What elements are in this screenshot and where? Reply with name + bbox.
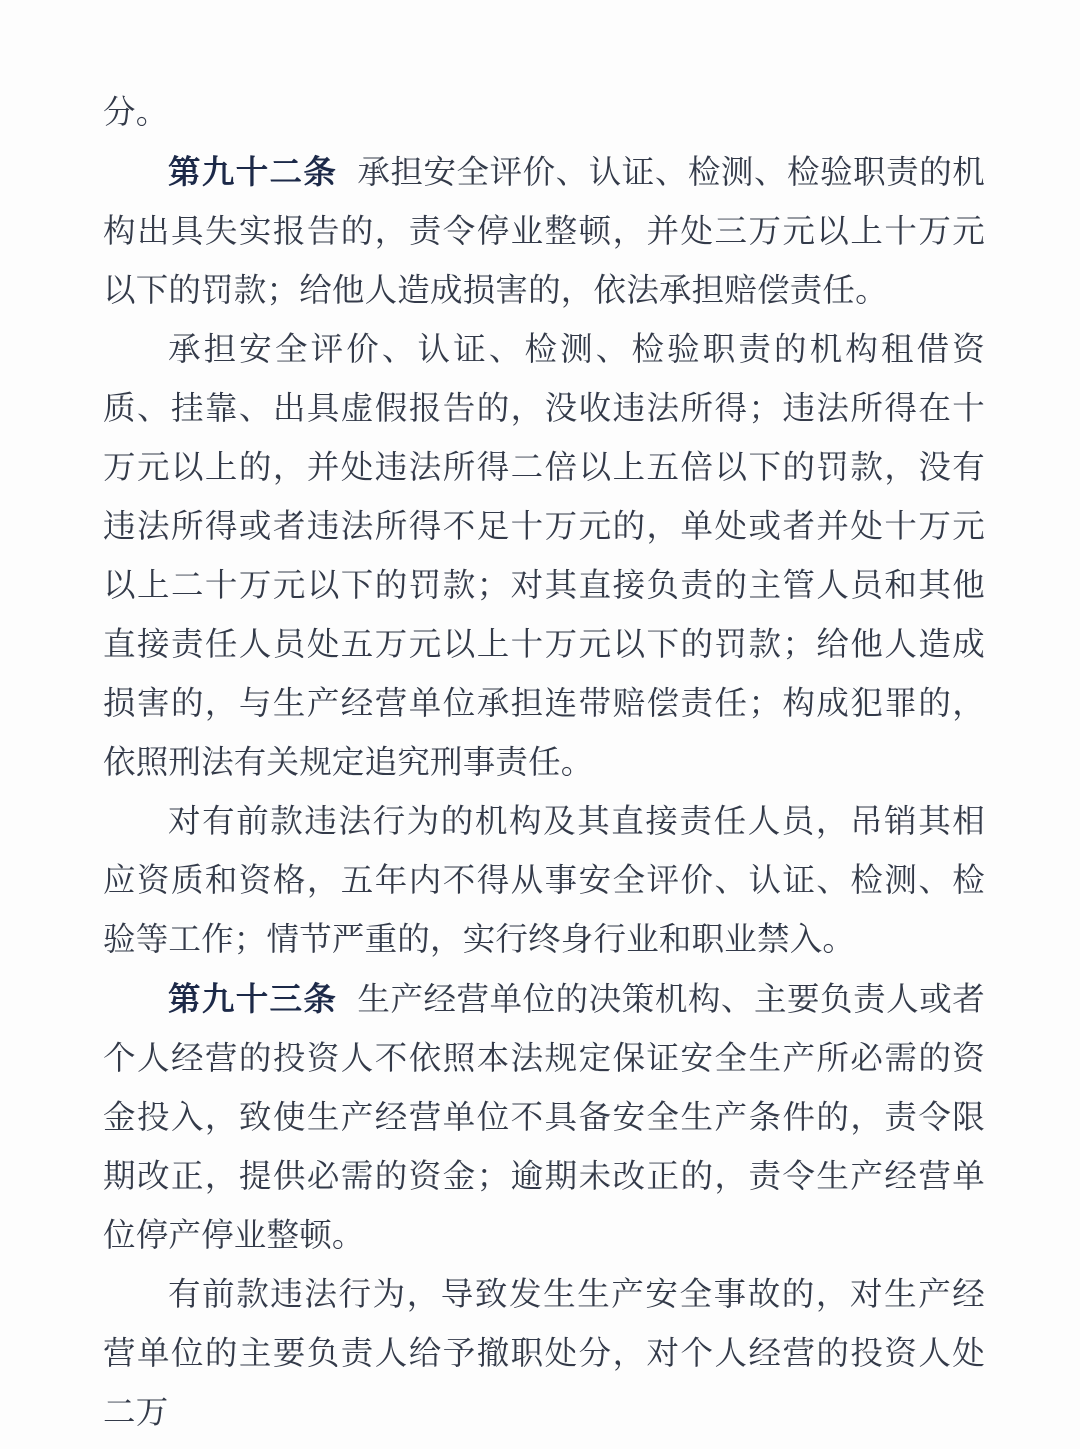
paragraph-text: 承担安全评价、认证、检测、检验职责的机构租借资质、挂靠、出具虚假报告的，没收违法所得；违法所得在十万元以上的，并处违法所得二倍以上五倍以下的罚款，没有违法所得或者违法所得不足十万元的，单处或者并处十万元以上二十万元以下的罚款；对其直接负责的主管人员和其他直接责任人员处五万元以上十万元以下的罚款；给他人造成损害的，与生产经营单位承担连带赔偿责任；构成犯罪的，依照刑法有关规定追究刑事责任。	[103, 332, 985, 781]
paragraph	[103, 84, 985, 143]
paragraph-text: 分。	[103, 95, 169, 131]
document-body	[103, 84, 985, 1443]
article-paragraph	[103, 970, 985, 1266]
article-number: 第九十三条	[168, 981, 338, 1017]
paragraph	[103, 793, 985, 970]
paragraph-text: 有前款违法行为，导致发生生产安全事故的，对生产经营单位的主要负责人给予撤职处分，对个人经营的投资人处二万	[103, 1277, 985, 1431]
article-paragraph	[103, 143, 985, 321]
paragraph	[103, 321, 985, 793]
paragraph	[103, 1266, 985, 1443]
paragraph-text: 生产经营单位的决策机构、主要负责人或者个人经营的投资人不依照本法规定保证安全生产所必需的资金投入，致使生产经营单位不具备安全生产条件的，责令限期改正，提供必需的资金；逾期未改正的，责令生产经营单位停产停业整顿。	[103, 982, 985, 1254]
paragraph-text: 对有前款违法行为的机构及其直接责任人员，吊销其相应资质和资格，五年内不得从事安全评价、认证、检测、检验等工作；情节严重的，实行终身行业和职业禁入。	[103, 804, 985, 958]
paragraph-text: 承担安全评价、认证、检测、检验职责的机构出具失实报告的，责令停业整顿，并处三万元以上十万元以下的罚款；给他人造成损害的，依法承担赔偿责任。	[103, 155, 985, 309]
article-number: 第九十二条	[168, 154, 338, 190]
